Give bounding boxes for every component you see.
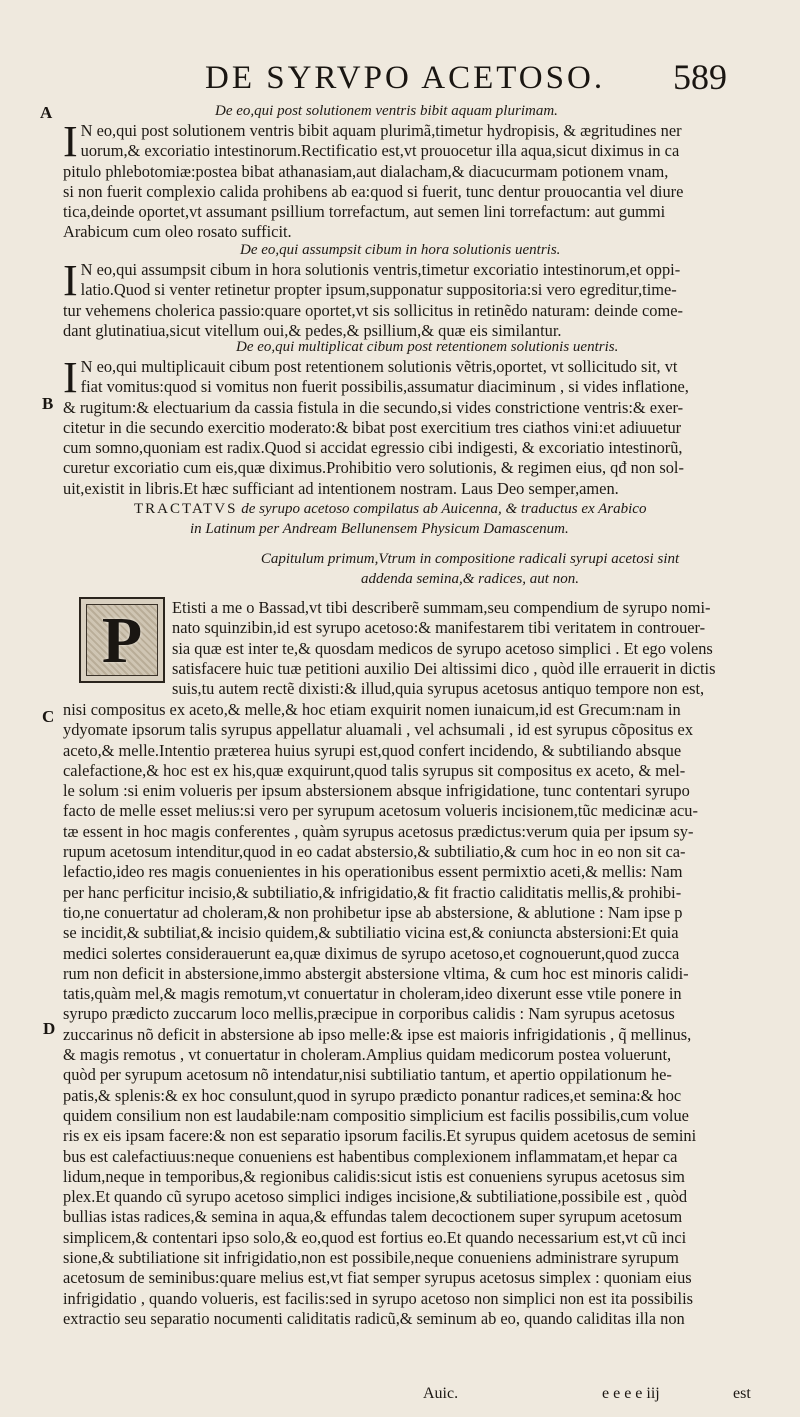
text-line: uit,existit in libris.Et hæc sufficiant ad intentionem nostram. Laus Deo semper,amen. [63,478,619,498]
running-head-title: DE SYRVPO ACETOSO. [205,60,606,96]
text-line: rum non deficit in abstersione,immo abstergit abstersione vltima, & cum hoc est minoris calidi- [63,963,689,983]
page-number: 589 [673,57,727,97]
margin-letter-d: D [43,1019,56,1038]
text-line: extractio seu separatio nocumenti caliditatis radicũ,& seminum ab eo, quando caliditas illa non [63,1308,685,1328]
text-line: lidum,neque in temporibus,& regionibus calidis:sicut istis est conueniens syrupus acetosus sim [63,1166,685,1186]
text-line: dant glutinatiua,sicut vitellum oui,& pedes,& psillium,& quæ eis similantur. [63,320,562,340]
text-line: zuccarinus nõ deficit in abstersione ab ipso melle:& ipse est maioris infrigidationis , q̃ mellinus, [63,1024,692,1044]
text-line: N eo,qui assumpsit cibum in hora solutionis ventris,timetur excoriatio intestinorum,et oppi- [80,260,681,279]
text-line: & magis remotus , vt conuertatur in choleram.Amplius quidam medicorum postea voluerunt, [63,1045,672,1065]
text-line: si non fuerit complexio calida prohibens ab ea:quod si fuerit, tunc dentur prouocantia vel diure [63,181,684,201]
section-paragraph [63,353,781,499]
text-line: tio,ne conuertatur ad choleram,& non prohibetur ipse ab abstersione, & ablutione : Nam ipse p [63,902,683,922]
text-line: tatis,quàm mel,& magis remotum,vt conuertatur in choleram,ideo dixerunt esse vtile ponere in [63,984,682,1004]
ornamental-drop-cap [79,597,165,683]
section-heading: De eo,qui multiplicat cibum post retentionem solutionis uentris. [236,339,619,355]
text-line: ydyomate ipsorum talis syrupus appellatur aluamali , vel achsumali , id est syrupus cõpositus ex [63,720,694,740]
text-line: sione,& subtiliatione sit infrigidatio,non est possibile,neque conueniens administrare syrupum [63,1248,679,1268]
text-line: fiat vomitus:quod si vomitus non fuerit possibilis,assumatur diaciminum , si vides inflatione, [80,377,689,397]
text-line: simplicem,& contentari ipso solo,& eo,quod est fortius eo.Et quando necessarium est,vt cũ inci [63,1227,687,1247]
text-line: rupum acetosum intenditur,quod in eo cadat abstersio,& subtiliatio,& cum hoc in eo non sit ca- [63,842,686,862]
chapter-heading-line: addenda semina,& radices, aut non. [361,571,579,587]
treatise-title-line: in Latinum per Andream Bellunensem Physicum Damascenum. [190,521,569,537]
treatise-title [134,499,774,539]
text-line: ris ex eis ipsam facere:& non est separatio ipsorum facilis.Et syrupus quidem acetosus de semini [63,1126,697,1146]
treatise-title-line: de syrupo acetoso compilatus ab Auicenna, & traductus ex Arabico [241,501,647,517]
margin-letter-c: C [42,707,55,726]
chapter-paragraph [63,700,781,1329]
text-line: bullias istas radices,& semina in aqua,& effundas talem decoctionem super syrupum acetosum [63,1207,683,1227]
section-heading: De eo,qui post solutionem ventris bibit aquam plurimam. [215,103,558,119]
text-line: nisi compositus ex aceto,& melle,& hoc etiam exquirit nomen iunaicum,id est Grecum:nam in [63,700,681,719]
text-line: syrupo prædicto zuccarum loco mellis,præcipue in corporibus calidis : Nam syrupus acetosus [63,1004,675,1024]
text-line: infrigidatio , quando volueris, est facilis:sed in syrupo acetoso non simplici non est ita possibilis [63,1288,694,1308]
text-line: tur vehemens cholerica passio:quare oportet,vt sis sollicitus in retinẽdo naturam: deinde come- [63,300,683,320]
text-line: cum somno,quoniam est radix.Quod si accidat egressio cibi indigesti, & excoriatio intestinorũ, [63,438,683,458]
text-line: satisfacere huic tuæ petitioni auxilio Dei altissimi dico , quòd ille errauerit in dictis [172,658,716,678]
text-line: aceto,& melle.Intentio præterea huius syrupi est,quod confert incidendo, & subtiliando absque [63,740,682,760]
text-line: quòd per syrupum acetosum nõ intendatur,nisi subtiliatio tantum, et apertio oppilationum he- [63,1065,672,1085]
text-line: citetur in die secundo exercitio moderato:& bibat post exercitium tres ciathos vini:et adiuuetur [63,417,682,437]
text-line: lefactio,ideo res magis conuenientes in his operationibus essent permixtio aceti,& mellis: Nam [63,862,683,882]
treatise-label: TRACTATVS [134,501,238,517]
text-line: facto de melle esset melius:si vero per syrupum acetosum volueris incisionem,tũc medicinæ acu- [63,801,698,821]
text-line: N eo,qui multiplicauit cibum post retentionem solutionis vẽtris,oportet, vt sollicitudo sit, vt [80,357,678,376]
text-line: & rugitum:& electuarium da cassia fistula in die secundo,si vides constrictione ventris:& exer- [63,397,684,417]
text-line: pitulo phlebotomiæ:postea bibat athanasiam,aut dialacham,& diacucurmam potionem vnam, [63,161,669,181]
initial-letter: I [63,353,78,402]
chapter-heading-line: Capitulum primum,Vtrum in compositione radicali syrupi acetosi sint [260,551,680,567]
section-heading: De eo,qui assumpsit cibum in hora solutionis uentris. [240,242,561,258]
initial-letter: I [63,117,78,166]
text-line: medici solertes considerauerunt ea,quæ diximus de syrupo acetoso,et cognouerunt,quod zucca [63,943,680,963]
text-line: tæ essent in hoc magis conferentes , quàm syrupus acetosus prædictus:verum quia per ipsum sy- [63,821,694,841]
text-line: N eo,qui post solutionem ventris bibit aquam plurimã,timetur hydropisis, & ægritudines ner [80,121,682,140]
chapter-heading [190,549,750,589]
text-line: calefactione,& hoc est ex his,quæ exquirunt,quod talis syrupus sit compositus ex aceto, & mel- [63,760,686,780]
text-line: per hanc perficitur incisio,& subtiliatio,& infrigidatio,& fit fractio caliditatis mellis,& prohibi- [63,882,682,902]
text-line: suis,tu autem rectẽ dixisti:& illud,quia syrupus acetosus antiquo tempore non est, [172,679,705,699]
text-line: tica,deinde oportet,vt assumant psillium torrefactum, aut semen lini torrefactum: aut gummi [63,202,666,222]
catchword-right: est [733,1385,751,1402]
section-paragraph [63,256,781,341]
text-line: bus est calefactiuus:neque conueniens est habentibus complexionem inflammatam,et hepar ca [63,1146,678,1166]
catchword-left: Auic. [423,1385,459,1402]
signature-mark: e e e e iij [602,1385,660,1402]
text-line: Arabicum cum oleo rosato sufficit. [63,222,292,242]
text-line: quidem consilium non est laudabile:nam compositio simplicium est facilis possibilis,cum volue [63,1105,689,1125]
text-line: patis,& splenis:& ex hoc consulunt,quod in syrupo prædicto ponantur radices,et semina:& hoc [63,1085,682,1105]
text-line: plex.Et quando cũ syrupo acetoso simplici indiges incisione,& subtiliatione,possibile est , quòd [63,1187,688,1207]
drop-cap-letter: P [101,604,143,677]
text-line: latio.Quod si venter retinetur propter ipsum,supponatur suppositoria:si vero egreditur,time- [80,280,677,300]
text-line: le solum :si enim volueris per ipsum abstersionem absque infrigidatione, tunc contentari syrupo [63,781,690,801]
chapter-paragraph-indented [172,598,782,699]
margin-letter-b: B [42,394,54,413]
text-line: se incidit,& subtiliat,& incisio quidem,& subtiliatio vicina est,& coniuncta abstersioni:Et quia [63,923,679,943]
text-line: Etisti a me o Bassad,vt tibi describerẽ summam,seu compendium de syrupo nomi- [172,598,711,617]
text-line: acetosum de seminibus:quare melius est,vt fiat semper syrupus acetosus simplex : quoniam eius [63,1268,692,1288]
text-line: uorum,& excoriatio intestinorum.Rectificatio est,vt prouocetur illa aqua,sicut diximus in ca [80,141,680,161]
initial-letter: I [63,256,78,305]
text-line: curetur excoriatio cum eis,quæ diximus.Prohibitio vero solutionis, & regimen eius, qđ non sol- [63,458,684,478]
text-line: nato squinzibin,id est syrupo acetoso:& manifestarem tibi veritatem in controuer- [172,618,706,638]
margin-letter-a: A [40,103,53,122]
section-paragraph [63,117,781,243]
text-line: sia quæ est inter te,& quosdam medicos de syrupo acetoso simplici . Et ego volens [172,638,713,658]
